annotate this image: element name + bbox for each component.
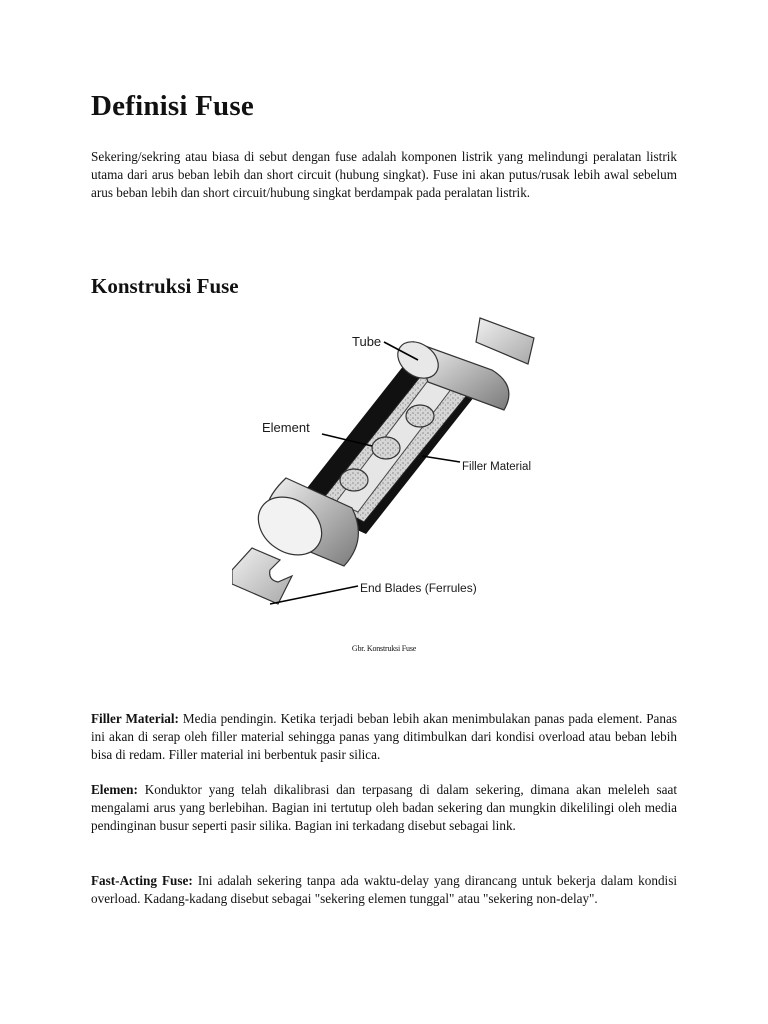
definition-filler-material — [91, 710, 677, 764]
label-end-blades: End Blades (Ferrules) — [360, 581, 477, 595]
section-title: Konstruksi Fuse — [91, 274, 239, 298]
fuse-construction-diagram — [232, 312, 552, 620]
figure-caption: Gbr. Konstruksi Fuse — [351, 644, 417, 653]
label-tube: Tube — [352, 334, 382, 349]
page-title: Definisi Fuse — [91, 90, 254, 122]
definition-fast-acting-fuse — [91, 872, 677, 908]
top-blade — [476, 318, 534, 364]
definition-text: Konduktor yang telah dikalibrasi dan terpasang di dalam sekering, dimana akan meleleh saat mengalami arus yang berlebihan. Bagian ini tertutup oleh badan sekering dan mungkin dikelilingi oleh media pendinginan busur seperti pasir silika. Bagian ini terkadang disebut sebagai link. — [91, 782, 677, 833]
definition-elemen — [91, 781, 677, 835]
term-label: Filler Material: — [91, 711, 179, 726]
definition-text: Ini adalah sekering tanpa ada waktu-delay yang dirancang untuk bekerja dalam kondisi overload. Kadang-kadang disebut sebagai "sekering elemen tunggal" atau "sekering non-delay". — [91, 873, 677, 906]
label-element: Element — [262, 420, 310, 435]
term-label: Elemen: — [91, 782, 138, 797]
label-filler-material: Filler Material — [462, 461, 532, 473]
intro-paragraph: Sekering/sekring atau biasa di sebut dengan fuse adalah komponen listrik yang melindungi peralatan listrik utama dari arus beban lebih dan short circuit (hubung singkat). Fuse ini akan putus/rusak lebih awal sebelum arus beban lebih dan short circuit/hubung singkat berdampak pada peralatan listrik. — [91, 149, 677, 200]
term-label: Fast-Acting Fuse: — [91, 873, 193, 888]
definition-text: Media pendingin. Ketika terjadi beban lebih akan menimbulakan panas pada element. Panas ini akan di serap oleh filler material sehingga panas yang ditimbulkan dari kondisi overload atau beban lebih bisa di redam. Filler material ini berbentuk pasir silica. — [91, 711, 677, 762]
bottom-blade — [232, 548, 292, 604]
